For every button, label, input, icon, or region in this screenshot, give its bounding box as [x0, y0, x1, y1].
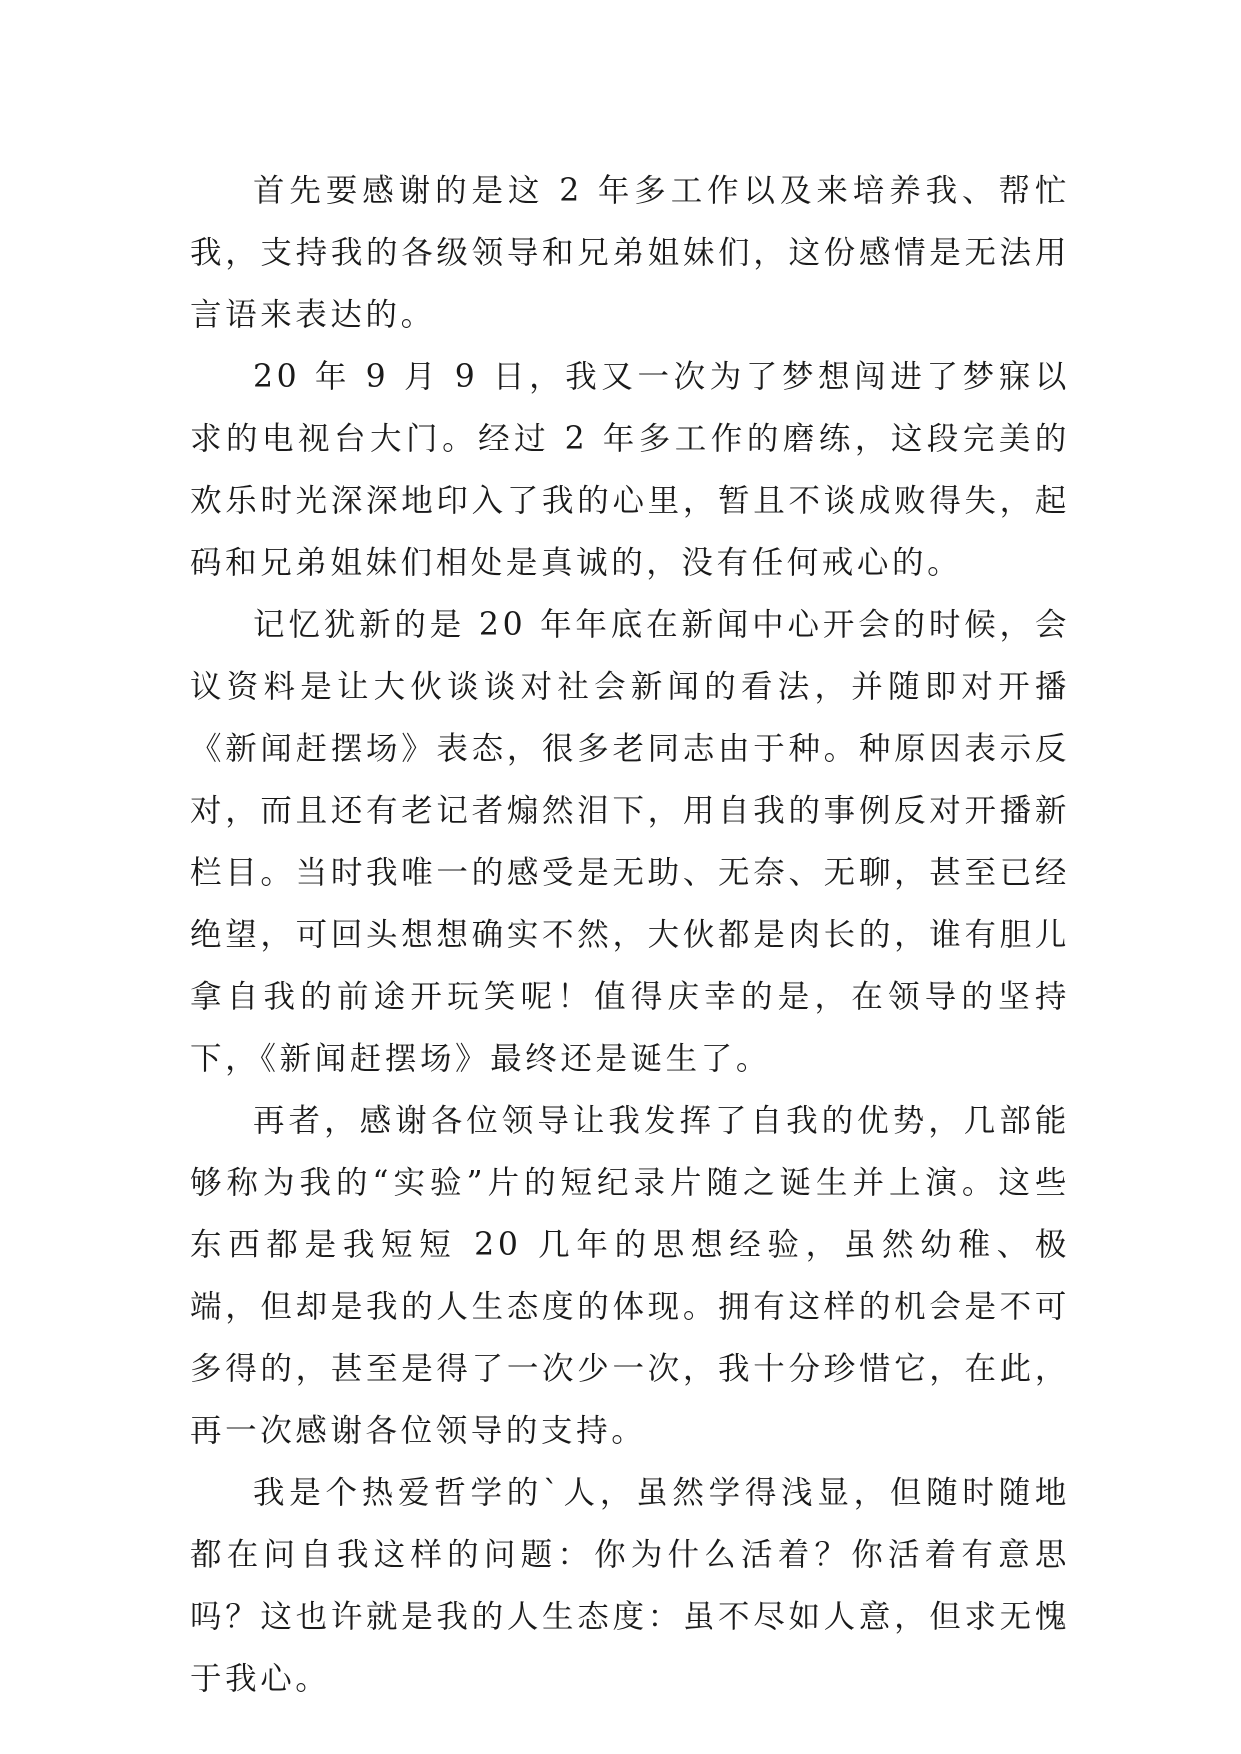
paragraph-philosophy: 我是个热爱哲学的`人，虽然学得浅显，但随时随地都在问自我这样的问题：你为什么活着？你活着有意思吗？这也许就是我的人生态度：虽不尽如人意，但求无愧于我心。 — [190, 1475, 1070, 1697]
paragraph-gratitude: 首先要感谢的是这 2 年多工作以及来培养我、帮忙我，支持我的各级领导和兄弟姐妹们，这份感情是无法用言语来表达的。 — [190, 173, 1070, 333]
paragraph-news-meeting: 记忆犹新的是 20 年年底在新闻中心开会的时候，会议资料是让大伙谈谈对社会新闻的看法，并随即对开播《新闻赶摆场》表态，很多老同志由于种。种原因表示反对，而且还有老记者煽然泪下，用自我的事例反对开播新栏目。当时我唯一的感受是无助、无奈、无聊，甚至已经绝望，可回头想想确实不然，大伙都是肉长的，谁有胆儿拿自我的前途开玩笑呢！值得庆幸的是，在领导的坚持下，《新闻赶摆场》最终还是诞生了。 — [190, 607, 1070, 1077]
paragraph-documentaries: 再者，感谢各位领导让我发挥了自我的优势，几部能够称为我的“实验”片的短纪录片随之诞生并上演。这些东西都是我短短 20 几年的思想经验，虽然幼稚、极端，但却是我的人生态度的体现。拥有这样的机会是不可多得的，甚至是得了一次少一次，我十分珍惜它，在此，再一次感谢各位领导的支持。 — [190, 1103, 1070, 1449]
document-body — [190, 160, 1070, 1710]
paragraph-joining-station: 20 年 9 月 9 日，我又一次为了梦想闯进了梦寐以求的电视台大门。经过 2 年多工作的磨练，这段完美的欢乐时光深深地印入了我的心里，暂且不谈成败得失，起码和兄弟姐妹们相处是真诚的，没有任何戒心的。 — [190, 359, 1070, 581]
